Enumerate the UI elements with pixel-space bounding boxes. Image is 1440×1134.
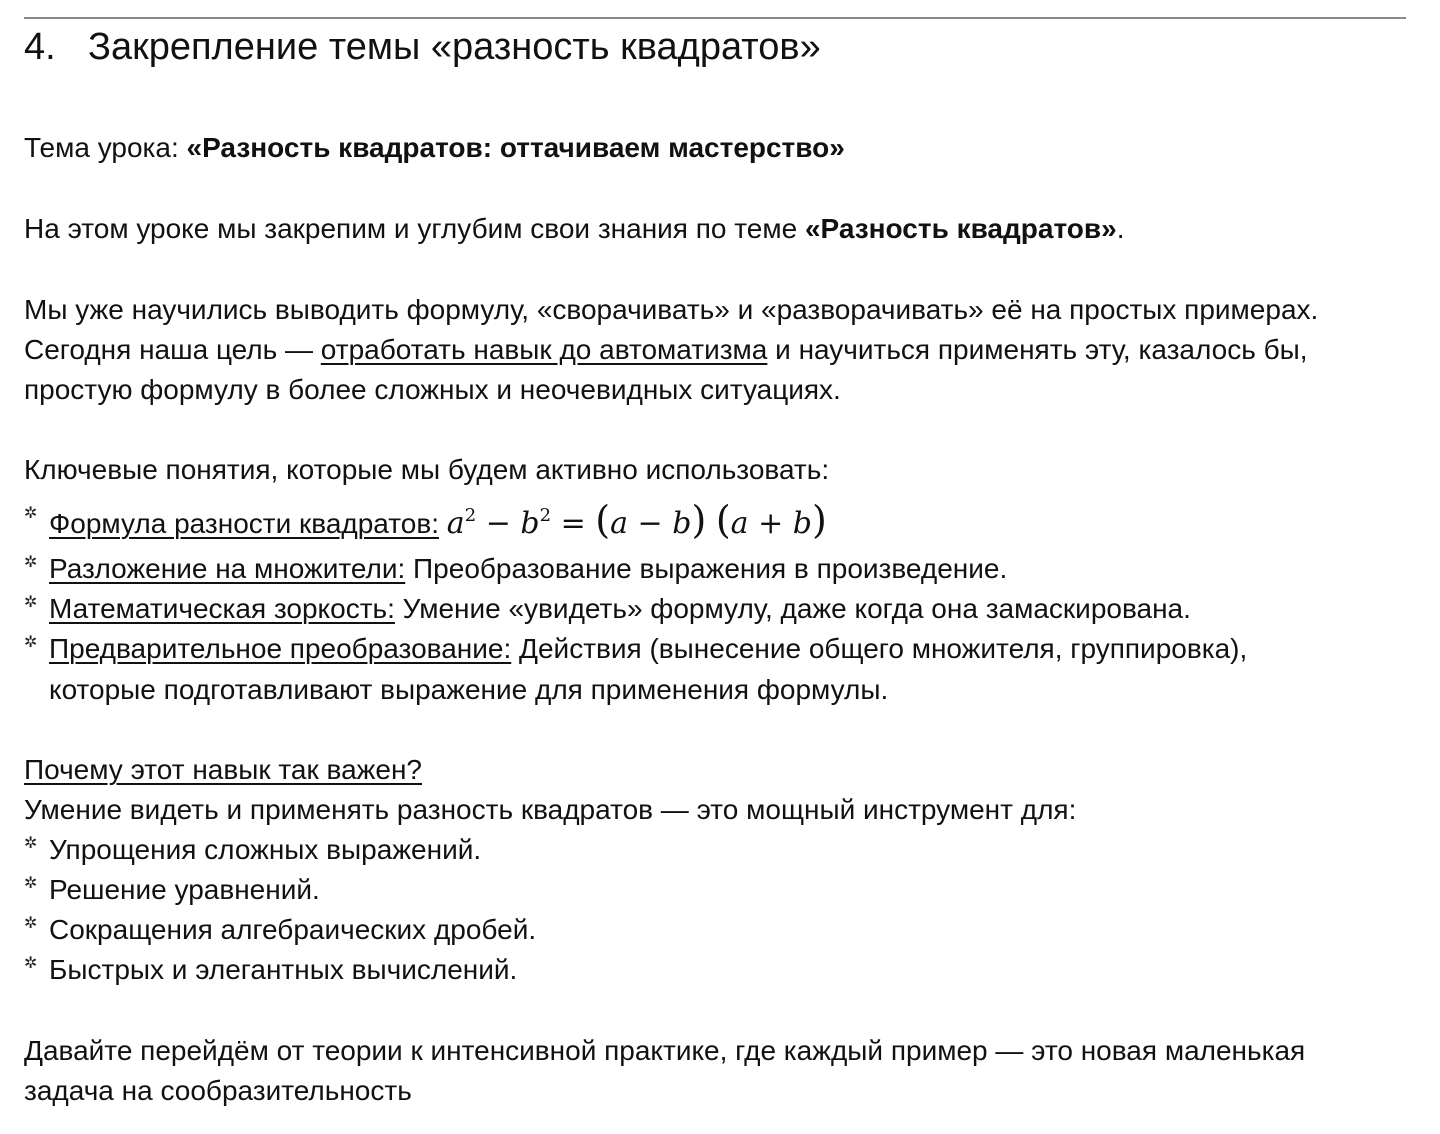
why-title: Почему этот навык так важен? (24, 754, 422, 785)
top-divider (24, 17, 1406, 19)
concept-desc: Умение «увидеть» формулу, даже когда она замаскирована. (394, 593, 1191, 624)
why-lead: Умение видеть и применять разность квадратов — это мощный инструмент для: (24, 794, 1077, 825)
bullet-icon: ✲ (24, 554, 38, 571)
goal-line2-start: Сегодня наша цель — (24, 334, 321, 365)
goal-underlined: отработать навык до автоматизма (320, 334, 768, 365)
concept-desc: Преобразование выражения в произведение. (405, 553, 1008, 584)
concept-term: Математическая зоркость: (49, 593, 395, 624)
bullet-icon: ✲ (24, 634, 38, 651)
intro-text: На этом уроке мы закрепим и углубим свои знания по теме (24, 213, 805, 244)
goal-line2-end: и научиться применять эту, казалось бы, (767, 334, 1308, 365)
why-item-text: Упрощения сложных выражений. (49, 834, 482, 865)
why-item-text: Сокращения алгебраических дробей. (49, 914, 537, 945)
intro-bold: «Разность квадратов» (804, 213, 1117, 244)
why-item-text: Решение уравнений. (49, 874, 320, 905)
concept-term: Формула разности квадратов: (49, 508, 440, 539)
concept-term: Предварительное преобразование: (49, 633, 512, 664)
closing-line-2: задача на сообразительность (24, 1075, 412, 1106)
bullet-icon: ✲ (24, 505, 38, 522)
concept-term: Разложение на множители: (49, 553, 406, 584)
bullet-icon: ✲ (24, 875, 38, 892)
topic-value: «Разность квадратов: оттачиваем мастерство» (186, 132, 845, 163)
bullet-icon: ✲ (24, 915, 38, 932)
goal-line-3: простую формулу в более сложных и неочевидных ситуациях. (24, 374, 841, 405)
bullet-icon: ✲ (24, 955, 38, 972)
bullet-icon: ✲ (24, 835, 38, 852)
goal-line-1: Мы уже научились выводить формулу, «сворачивать» и «разворачивать» её на простых примерах. (24, 294, 1319, 325)
concept-desc: Действия (вынесение общего множителя, группировка), (511, 633, 1248, 664)
closing-line-1: Давайте перейдём от теории к интенсивной практике, где каждый пример — это новая маленькая (24, 1035, 1306, 1066)
section-heading (24, 24, 821, 70)
section-title: Закрепление темы «разность квадратов» (88, 26, 821, 68)
section-number: 4. (24, 26, 56, 68)
difference-of-squares-formula: $a^2 - b^2 = (a - b) (a + b)$ (446, 498, 827, 542)
bullet-icon: ✲ (24, 594, 38, 611)
concepts-title: Ключевые понятия, которые мы будем активно использовать: (24, 454, 830, 485)
goal-line-2 (24, 330, 1308, 370)
why-item-text: Быстрых и элегантных вычислений. (49, 954, 518, 985)
concept-desc-continued: которые подготавливают выражение для применения формулы. (49, 674, 889, 705)
intro-end: . (1116, 213, 1125, 244)
topic-line (24, 128, 845, 168)
intro-paragraph (24, 209, 1124, 249)
topic-label: Тема урока: (24, 132, 179, 163)
